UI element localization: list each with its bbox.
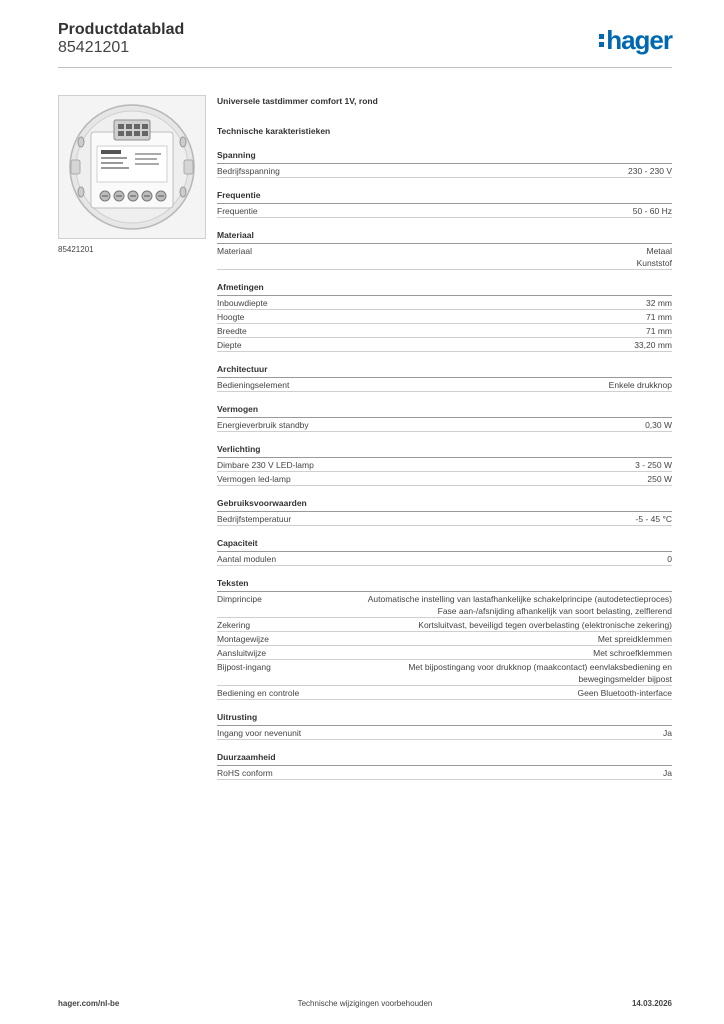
spec-value: Metaal Kunststof xyxy=(636,246,672,268)
spec-row xyxy=(217,324,672,338)
spec-row xyxy=(217,296,672,310)
spec-row xyxy=(217,204,672,218)
spec-label: Bijpost-ingang xyxy=(217,662,271,672)
spec-group-title: Spanning xyxy=(217,150,672,164)
spec-groups xyxy=(217,150,672,780)
spec-group xyxy=(217,190,672,218)
spec-group xyxy=(217,364,672,392)
spec-label: Ingang voor nevenunit xyxy=(217,728,302,738)
product-name: Universele tastdimmer comfort 1V, rond xyxy=(217,96,378,106)
spec-group-title: Gebruiksvoorwaarden xyxy=(217,498,672,512)
spec-label: Breedte xyxy=(217,326,247,336)
spec-group-title: Architectuur xyxy=(217,364,672,378)
spec-row xyxy=(217,766,672,780)
spec-group xyxy=(217,404,672,432)
spec-group-title: Uitrusting xyxy=(217,712,672,726)
footer-date: 14.03.2026 xyxy=(631,999,672,1008)
spec-label: Inbouwdiepte xyxy=(217,298,268,308)
spec-value: 0 xyxy=(667,554,672,564)
spec-label: Hoogte xyxy=(217,312,245,322)
logo-text: hager xyxy=(606,25,672,55)
spec-value: -5 - 45 °C xyxy=(635,514,672,524)
spec-group xyxy=(217,230,672,270)
header-divider xyxy=(58,67,672,68)
spec-label: Diepte xyxy=(217,340,242,350)
spec-row xyxy=(217,378,672,392)
spec-group xyxy=(217,282,672,352)
spec-row xyxy=(217,458,672,472)
spec-label: Materiaal xyxy=(217,246,252,256)
spec-row xyxy=(217,418,672,432)
spec-group xyxy=(217,712,672,740)
spec-row xyxy=(217,512,672,526)
spec-row xyxy=(217,646,672,660)
spec-row xyxy=(217,592,672,618)
product-number: 85421201 xyxy=(58,39,130,56)
spec-row xyxy=(217,686,672,700)
spec-group xyxy=(217,578,672,700)
spec-row xyxy=(217,164,672,178)
spec-value: 32 mm xyxy=(646,298,672,308)
spec-value: 71 mm xyxy=(646,312,672,322)
spec-value: Ja xyxy=(663,728,672,738)
spec-group-title: Afmetingen xyxy=(217,282,672,296)
spec-value: Met spreidklemmen xyxy=(597,634,672,644)
spec-label: RoHS conform xyxy=(217,768,273,778)
spec-row xyxy=(217,618,672,632)
spec-group-title: Frequentie xyxy=(217,190,672,204)
spec-label: Dimprincipe xyxy=(217,594,262,604)
dimmer-insert-illustration xyxy=(59,96,205,238)
spec-label: Bedieningselement xyxy=(217,380,290,390)
spec-group xyxy=(217,150,672,178)
spec-group-title: Teksten xyxy=(217,578,672,592)
product-image xyxy=(58,95,206,239)
image-caption: 85421201 xyxy=(58,245,94,254)
product-details xyxy=(217,96,672,780)
spec-row xyxy=(217,726,672,740)
spec-value: 71 mm xyxy=(646,326,672,336)
spec-label: Frequentie xyxy=(217,206,258,216)
spec-group-title: Capaciteit xyxy=(217,538,672,552)
spec-group xyxy=(217,444,672,486)
spec-group-title: Materiaal xyxy=(217,230,672,244)
spec-value: 0,30 W xyxy=(645,420,672,430)
document-title: Productdatablad xyxy=(58,21,185,38)
spec-group-title: Vermogen xyxy=(217,404,672,418)
spec-group xyxy=(217,538,672,566)
spec-value: Met schroefklemmen xyxy=(593,648,672,658)
spec-label: Montagewijze xyxy=(217,634,269,644)
spec-value: Geen Bluetooth-interface xyxy=(577,688,672,698)
spec-label: Zekering xyxy=(217,620,251,630)
footer-website-link[interactable]: hager.com/nl-be xyxy=(58,999,120,1008)
spec-label: Bedrijfstemperatuur xyxy=(217,514,292,524)
hager-logo xyxy=(599,26,672,54)
spec-row xyxy=(217,660,672,686)
spec-label: Aansluitwijze xyxy=(217,648,267,658)
spec-row xyxy=(217,472,672,486)
spec-value: Ja xyxy=(663,768,672,778)
spec-label: Aantal modulen xyxy=(217,554,277,564)
spec-value: 230 - 230 V xyxy=(628,166,672,176)
spec-row xyxy=(217,310,672,324)
spec-value: Automatische instelling van lastafhankelijke schakelprincipe (autodetectieproces) Fase aan-/afsnijding afhankelijk van soort belasting, zelflerend xyxy=(367,594,672,616)
spec-label: Bediening en controle xyxy=(217,688,300,698)
spec-group xyxy=(217,498,672,526)
footer-disclaimer: Technische wijzigingen voorbehouden xyxy=(297,999,433,1008)
spec-group-title: Verlichting xyxy=(217,444,672,458)
spec-row xyxy=(217,338,672,352)
logo-dots-icon xyxy=(599,34,604,47)
spec-label: Bedrijfsspanning xyxy=(217,166,280,176)
spec-row xyxy=(217,244,672,270)
spec-value: 250 W xyxy=(647,474,672,484)
spec-group-title: Duurzaamheid xyxy=(217,752,672,766)
spec-row xyxy=(217,552,672,566)
spec-value: 3 - 250 W xyxy=(635,460,672,470)
spec-value: 50 - 60 Hz xyxy=(632,206,672,216)
spec-value: Kortsluitvast, beveiligd tegen overbelasting (elektronische zekering) xyxy=(418,620,672,630)
spec-label: Energieverbruik standby xyxy=(217,420,309,430)
document-header xyxy=(58,20,184,57)
spec-group xyxy=(217,752,672,780)
spec-label: Dimbare 230 V LED-lamp xyxy=(217,460,314,470)
spec-label: Vermogen led-lamp xyxy=(217,474,291,484)
spec-value: 33,20 mm xyxy=(634,340,672,350)
spec-row xyxy=(217,632,672,646)
tech-characteristics-heading: Technische karakteristieken xyxy=(217,126,331,136)
spec-value: Met bijpostingang voor drukknop (maakcontact) eenvlaksbediening en bewegingsmelder bijpost xyxy=(408,662,672,684)
spec-value: Enkele drukknop xyxy=(608,380,672,390)
